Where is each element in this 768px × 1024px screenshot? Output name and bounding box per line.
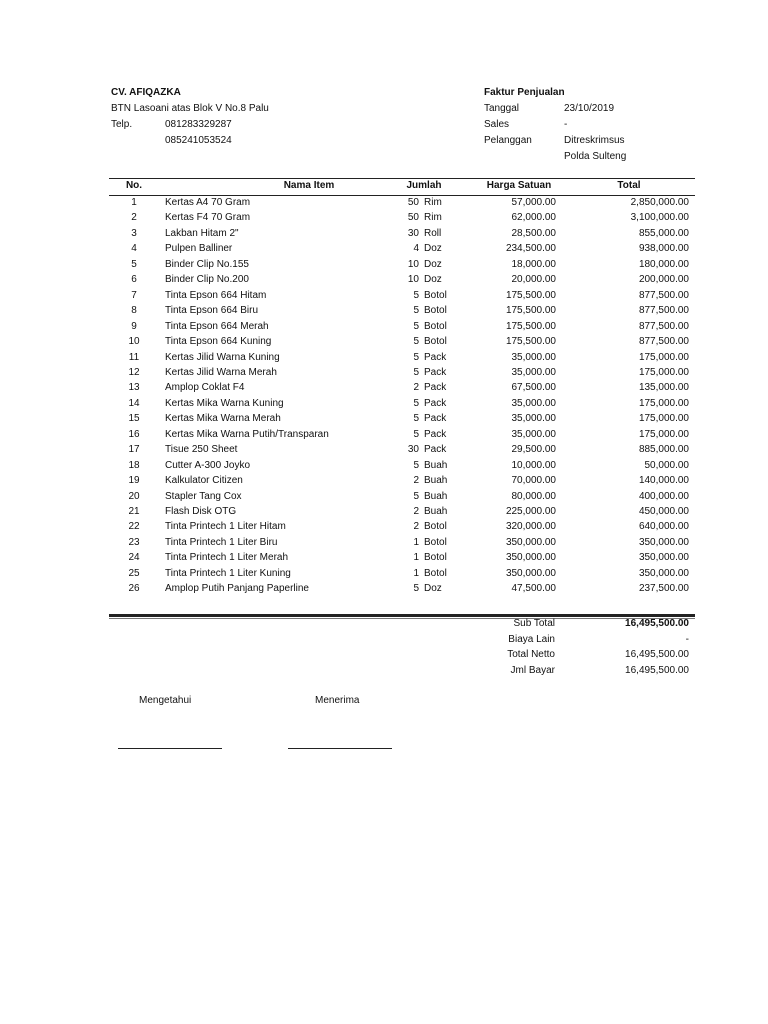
row-number: 7 [131,289,137,301]
item-quantity: 1 [413,567,419,579]
row-number: 20 [128,490,140,502]
item-unit: Botol [424,521,447,533]
row-number: 15 [128,413,140,425]
item-unit-price: 35,000.00 [511,351,556,363]
item-unit: Doz [424,583,442,595]
sub-total-value: 16,495,500.00 [625,618,689,629]
item-quantity: 2 [413,475,419,487]
item-unit-price: 28,500.00 [511,227,556,239]
header-total: Total [617,180,641,191]
table-row [109,475,695,491]
item-unit: Doz [424,274,442,286]
jml-bayar-value: 16,495,500.00 [625,665,689,676]
item-unit: Pack [424,428,447,440]
item-quantity: 5 [413,305,419,317]
item-unit: Buah [424,506,448,517]
item-quantity: 5 [413,583,419,595]
row-number: 23 [128,536,140,548]
item-unit: Doz [424,258,442,270]
item-total: 855,000.00 [638,227,689,239]
item-total: 237,500.00 [638,583,689,595]
item-unit-price: 175,500.00 [505,320,556,332]
item-name: Kertas Mika Warna Kuning [165,397,284,409]
signature-line-left [118,748,222,749]
table-row [109,537,695,553]
item-name: Amplop Putih Panjang Paperline [165,583,309,595]
item-name: Kertas Jilid Warna Merah [165,366,277,378]
row-number: 16 [128,428,140,440]
item-unit: Pack [424,382,447,394]
item-unit-price: 350,000.00 [505,536,556,548]
row-number: 19 [128,475,140,487]
item-quantity: 5 [413,320,419,332]
table-row [109,321,695,337]
table-row [109,212,695,228]
item-unit-price: 350,000.00 [505,567,556,579]
item-unit-price: 29,500.00 [511,444,556,456]
header-no: No. [125,180,143,191]
mengetahui-label: Mengetahui [139,695,192,706]
item-unit-price: 35,000.00 [511,366,556,378]
table-row [109,506,695,522]
row-number: 11 [128,351,140,363]
table-row [109,491,695,507]
item-total: 135,000.00 [638,382,689,394]
item-name: Pulpen Balliner [165,243,233,255]
item-unit-price: 62,000.00 [511,212,556,224]
item-quantity: 50 [407,212,419,224]
item-quantity: 5 [413,351,419,363]
item-unit-price: 175,500.00 [505,305,556,317]
item-total: 2,850,000.00 [630,197,689,208]
item-quantity: 5 [413,413,419,425]
row-number: 1 [131,197,137,208]
item-total: 175,000.00 [638,351,689,363]
row-number: 12 [128,366,140,378]
item-name: Kertas A4 70 Gram [165,197,251,208]
biaya-lain-label: Biaya Lain [508,634,555,645]
item-total: 877,500.00 [638,320,689,332]
item-name: Amplop Coklat F4 [165,382,245,394]
item-total: 350,000.00 [638,567,689,579]
item-total: 350,000.00 [638,536,689,548]
table-top-rule [109,178,695,179]
row-number: 24 [128,552,140,564]
item-unit-price: 10,000.00 [511,459,556,471]
item-name: Flash Disk OTG [165,506,237,517]
table-row [109,398,695,414]
item-quantity: 1 [413,536,419,548]
row-number: 4 [131,243,137,255]
item-total: 400,000.00 [638,490,689,502]
table-row [109,382,695,398]
item-total: 175,000.00 [638,366,689,378]
item-name: Tinta Epson 664 Biru [165,305,259,317]
total-netto-value: 16,495,500.00 [625,649,689,660]
item-quantity: 5 [413,336,419,348]
item-quantity: 5 [413,428,419,440]
sub-total-label: Sub Total [513,618,555,629]
sales-value: - [564,119,568,130]
table-row [109,429,695,445]
item-unit: Buah [424,459,448,471]
table-bottom-rule [109,614,695,617]
item-unit-price: 47,500.00 [511,583,556,595]
row-number: 22 [128,521,140,533]
item-total: 3,100,000.00 [630,212,689,224]
company-name: CV. AFIQAZKA [111,87,181,98]
item-name: Tinta Printech 1 Liter Hitam [165,521,286,533]
item-quantity: 5 [413,397,419,409]
row-number: 21 [128,506,140,517]
total-netto-label: Total Netto [507,649,555,660]
row-number: 14 [128,397,140,409]
item-name: Tinta Epson 664 Kuning [165,336,272,348]
header-nama-item: Nama Item [283,180,335,191]
item-unit-price: 175,500.00 [505,289,556,301]
row-number: 5 [131,258,137,270]
item-unit: Rim [424,212,442,224]
item-quantity: 5 [413,366,419,378]
item-unit: Rim [424,197,442,208]
item-unit: Pack [424,366,447,378]
phone-number-1: 081283329287 [165,119,232,130]
item-name: Kertas F4 70 Gram [165,212,251,224]
item-unit-price: 350,000.00 [505,552,556,564]
item-quantity: 2 [413,382,419,394]
item-unit-price: 234,500.00 [505,243,556,255]
table-row [109,444,695,460]
item-name: Kertas Mika Warna Putih/Transparan [165,428,329,440]
item-quantity: 1 [413,552,419,564]
row-number: 2 [131,212,137,224]
tanggal-label: Tanggal [484,103,520,114]
item-name: Tinta Printech 1 Liter Kuning [165,567,291,579]
item-quantity: 2 [413,521,419,533]
item-total: 640,000.00 [638,521,689,533]
item-unit: Doz [424,243,442,255]
item-unit: Buah [424,475,448,487]
table-row [109,197,695,213]
tanggal-value: 23/10/2019 [564,103,615,114]
item-unit: Botol [424,305,447,317]
item-unit-price: 320,000.00 [505,521,556,533]
row-number: 13 [128,382,140,394]
row-number: 25 [128,567,140,579]
item-total: 200,000.00 [638,274,689,286]
item-unit: Roll [424,227,442,239]
item-unit-price: 225,000.00 [505,506,556,517]
item-name: Cutter A-300 Joyko [165,459,251,471]
table-row [109,521,695,537]
item-unit: Pack [424,444,447,456]
item-name: Stapler Tang Cox [165,490,242,502]
item-name: Tinta Epson 664 Merah [165,320,269,332]
item-quantity: 5 [413,289,419,301]
item-quantity: 30 [407,227,419,239]
item-name: Tinta Epson 664 Hitam [165,289,267,301]
item-total: 350,000.00 [638,552,689,564]
item-quantity: 50 [407,197,419,208]
jml-bayar-label: Jml Bayar [510,665,555,676]
item-quantity: 10 [407,274,419,286]
item-name: Kalkulator Citizen [165,475,243,487]
company-address: BTN Lasoani atas Blok V No.8 Palu [111,103,269,114]
item-name: Tisue 250 Sheet [165,444,238,456]
table-row [109,352,695,368]
item-unit-price: 70,000.00 [511,475,556,487]
signature-line-right [288,748,392,749]
table-row [109,583,695,599]
item-unit: Buah [424,490,448,502]
item-total: 877,500.00 [638,305,689,317]
telp-label: Telp. [111,119,133,130]
pelanggan-value-2: Polda Sulteng [564,151,627,162]
phone-number-2: 085241053524 [165,135,232,146]
menerima-label: Menerima [315,695,360,706]
item-unit: Botol [424,289,447,301]
header-harga-satuan: Harga Satuan [486,180,552,191]
item-unit-price: 57,000.00 [511,197,556,208]
item-total: 450,000.00 [638,506,689,517]
item-quantity: 30 [407,444,419,456]
item-total: 140,000.00 [638,475,689,487]
item-name: Binder Clip No.155 [165,258,249,270]
table-row [109,568,695,584]
row-number: 8 [131,305,137,317]
item-quantity: 5 [413,490,419,502]
item-name: Lakban Hitam 2" [165,227,239,239]
item-unit: Pack [424,397,447,409]
item-total: 938,000.00 [638,243,689,255]
table-row [109,305,695,321]
item-unit-price: 80,000.00 [511,490,556,502]
row-number: 18 [128,459,140,471]
item-unit: Botol [424,552,447,564]
pelanggan-value-1: Ditreskrimsus [564,135,625,146]
row-number: 17 [128,444,140,456]
pelanggan-label: Pelanggan [484,135,532,146]
item-unit-price: 18,000.00 [511,258,556,270]
table-row [109,460,695,476]
biaya-lain-value: - [685,634,689,645]
item-total: 180,000.00 [638,258,689,270]
item-unit-price: 35,000.00 [511,397,556,409]
row-number: 6 [131,274,137,286]
row-number: 26 [128,583,140,595]
item-name: Kertas Mika Warna Merah [165,413,281,425]
item-unit-price: 67,500.00 [511,382,556,394]
item-total: 175,000.00 [638,413,689,425]
table-row [109,552,695,568]
item-total: 175,000.00 [638,428,689,440]
item-quantity: 2 [413,506,419,517]
row-number: 3 [131,227,137,239]
table-row [109,367,695,383]
item-unit: Pack [424,413,447,425]
item-total: 50,000.00 [644,459,689,471]
item-unit: Botol [424,336,447,348]
table-row [109,290,695,306]
item-total: 885,000.00 [638,444,689,456]
row-number: 9 [131,320,137,332]
header-jumlah: Jumlah [406,180,442,191]
header-rule [109,195,695,196]
sales-label: Sales [484,119,510,130]
table-row [109,243,695,259]
item-name: Tinta Printech 1 Liter Biru [165,536,278,548]
item-quantity: 4 [413,243,419,255]
item-quantity: 10 [407,258,419,270]
item-unit-price: 35,000.00 [511,428,556,440]
item-total: 877,500.00 [638,289,689,301]
item-unit: Botol [424,320,447,332]
item-unit-price: 20,000.00 [511,274,556,286]
table-row [109,336,695,352]
item-name: Tinta Printech 1 Liter Merah [165,552,289,564]
table-row [109,413,695,429]
table-row [109,259,695,275]
item-unit-price: 35,000.00 [511,413,556,425]
table-row [109,274,695,290]
table-row [109,228,695,244]
item-unit: Pack [424,351,447,363]
item-quantity: 5 [413,459,419,471]
item-name: Binder Clip No.200 [165,274,249,286]
item-unit-price: 175,500.00 [505,336,556,348]
item-name: Kertas Jilid Warna Kuning [165,351,280,363]
item-unit: Botol [424,567,447,579]
item-total: 175,000.00 [638,397,689,409]
item-unit: Botol [424,536,447,548]
row-number: 10 [128,336,140,348]
item-total: 877,500.00 [638,336,689,348]
invoice-title: Faktur Penjualan [484,87,565,98]
